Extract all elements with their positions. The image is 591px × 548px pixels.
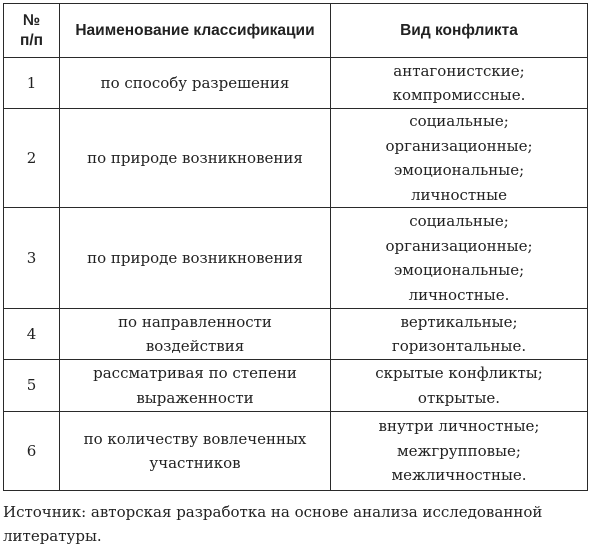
table-row [4, 309, 588, 360]
header-number [4, 4, 60, 58]
classification-line: по природе возникновения [87, 248, 303, 267]
header-classification-name-text: Наименование классификации [75, 21, 315, 39]
conflict-type-item: эмоциональные; [393, 161, 525, 179]
row-classification [60, 360, 331, 412]
row-conflict-types [331, 58, 588, 109]
conflict-type-item: социальные; [409, 112, 509, 130]
source-note-line: Источник: авторская разработка на основе анализа исследованной [3, 503, 543, 521]
row-number: 6 [4, 412, 60, 491]
conflict-type-item: скрытые конфликты; [375, 364, 543, 382]
conflict-type-item: личностные [411, 185, 507, 204]
conflict-type-item: социальные; [409, 212, 509, 230]
table-row [4, 58, 588, 109]
conflict-type-item: горизонтальные. [391, 337, 527, 355]
row-number: 3 [4, 208, 60, 309]
row-classification [60, 412, 331, 491]
table-row [4, 360, 588, 412]
conflict-type-item: организационные; [385, 236, 533, 255]
row-number: 1 [4, 58, 60, 109]
table-row [4, 109, 588, 208]
classification-line: воздействия [145, 337, 245, 355]
classification-line: по природе возникновения [87, 148, 303, 167]
classification-table [3, 3, 588, 491]
conflict-type-item: антагонистские; [393, 61, 525, 80]
conflict-type-item: межгрупповые; [397, 441, 521, 460]
row-classification [60, 309, 331, 360]
conflict-type-item: компромиссные. [392, 86, 526, 104]
conflict-type-item: открытые. [417, 388, 501, 407]
conflict-type-item: эмоциональные; [393, 261, 525, 279]
header-conflict-type [331, 4, 588, 58]
row-classification [60, 109, 331, 208]
source-note-line: литературы. [3, 527, 102, 545]
row-classification [60, 58, 331, 109]
conflict-type-item: личностные. [408, 285, 510, 304]
row-conflict-types [331, 412, 588, 491]
row-conflict-types [331, 109, 588, 208]
row-conflict-types [331, 309, 588, 360]
table-row [4, 208, 588, 309]
row-number: 2 [4, 109, 60, 208]
row-conflict-types [331, 360, 588, 412]
row-number: 4 [4, 309, 60, 360]
conflict-type-item: межличностные. [391, 466, 527, 485]
header-number-abbr: п/п [19, 31, 44, 49]
row-conflict-types [331, 208, 588, 309]
header-conflict-type-text: Вид конфликта [400, 21, 518, 39]
classification-line: выраженности [136, 388, 254, 407]
classification-line: по способу разрешения [100, 73, 290, 92]
classification-line: по направленности [118, 312, 272, 331]
conflict-type-item: вертикальные; [400, 312, 518, 331]
table-row [4, 412, 588, 491]
header-classification-name [60, 4, 331, 58]
classification-line: рассматривая по степени [93, 364, 297, 382]
conflict-type-item: организационные; [385, 136, 533, 155]
source-note [3, 500, 587, 548]
row-number: 5 [4, 360, 60, 412]
header-number-sign: № [22, 11, 41, 29]
conflict-type-item: внутри личностные; [378, 417, 540, 436]
classification-line: по количеству вовлеченных [83, 429, 307, 448]
table-header-row [4, 4, 588, 58]
row-classification [60, 208, 331, 309]
classification-line: участников [149, 454, 241, 472]
